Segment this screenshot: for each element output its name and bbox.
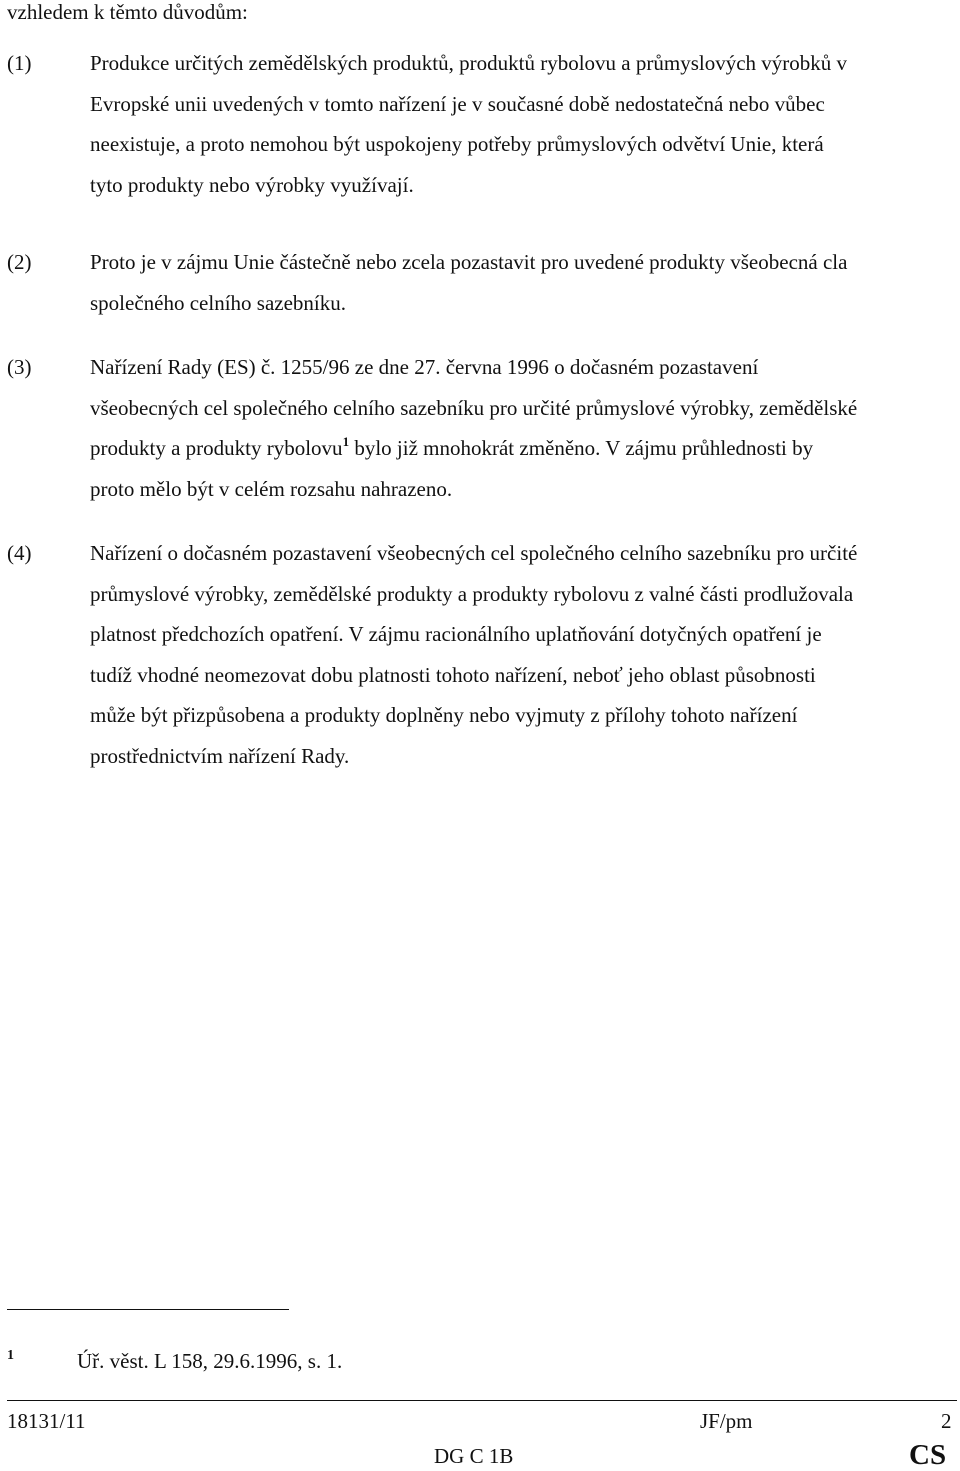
recital-line: všeobecných cel společného celního sazebníku pro určité průmyslové výrobky, zemědělské <box>90 395 858 420</box>
recital-text <box>90 533 957 777</box>
recital-text <box>90 242 957 323</box>
recital-line-part: produkty a produkty rybolovu <box>90 436 343 461</box>
recital-line: průmyslové výrobky, zemědělské produkty a produkty rybolovu z valné části prodlužovala <box>90 581 854 606</box>
recital-line: proto mělo být v celém rozsahu nahrazeno. <box>90 476 453 501</box>
recital-2 <box>7 242 957 323</box>
recital-number: (2) <box>7 250 32 274</box>
footer-page-number: 2 <box>941 1409 952 1433</box>
recital-line: Evropské unii uvedených v tomto nařízení je v současné době nedostatečná nebo vůbec <box>90 91 825 116</box>
recital-line: tudíž vhodné neomezovat dobu platnosti tohoto nařízení, neboť jeho oblast působnosti <box>90 662 816 687</box>
recital-number: (4) <box>7 541 32 565</box>
footer-separator <box>7 1400 957 1401</box>
recital-line: prostřednictvím nařízení Rady. <box>90 743 350 768</box>
recital-text <box>90 347 957 509</box>
recital-line: Proto je v zájmu Unie částečně nebo zcela pozastavit pro uvedené produkty všeobecná cla <box>90 250 848 274</box>
recital-number: (3) <box>7 355 32 379</box>
recital-line: Nařízení o dočasném pozastavení všeobecných cel společného celního sazebníku pro určité <box>90 541 858 565</box>
recital-line: Produkce určitých zemědělských produktů, produktů rybolovu a průmyslových výrobků v <box>90 51 848 75</box>
recital-1 <box>7 43 957 205</box>
footnote-separator <box>7 1309 289 1310</box>
recital-line: Nařízení Rady (ES) č. 1255/96 ze dne 27. června 1996 o dočasném pozastavení <box>90 355 759 379</box>
footnote-mark: 1 <box>7 1348 14 1363</box>
recital-line-part: bylo již mnohokrát změněno. V zájmu průhlednosti by <box>349 436 814 461</box>
recital-line: tyto produkty nebo výrobky využívají. <box>90 172 414 197</box>
recital-line: společného celního sazebníku. <box>90 290 346 315</box>
recital-4 <box>7 533 957 777</box>
recital-text <box>90 43 957 205</box>
intro-heading: vzhledem k těmto důvodům: <box>7 0 248 24</box>
footer-initials: JF/pm <box>700 1409 753 1433</box>
recital-line: může být přizpůsobena a produkty doplněny nebo vyjmuty z přílohy tohoto nařízení <box>90 703 798 728</box>
recital-line: neexistuje, a proto nemohou být uspokojeny potřeby průmyslových odvětví Unie, která <box>90 132 824 157</box>
recital-number: (1) <box>7 51 32 75</box>
footer-document-reference: 18131/11 <box>7 1409 86 1433</box>
recital-3 <box>7 347 957 509</box>
footnote-text: Úř. věst. L 158, 29.6.1996, s. 1. <box>77 1349 343 1373</box>
footer-language-code: CS <box>909 1439 947 1471</box>
recital-line-with-footnote <box>90 428 957 469</box>
footnote-reference[interactable]: 1 <box>342 434 350 450</box>
recital-line: platnost předchozích opatření. V zájmu racionálního uplatňování dotyčných opatření je <box>90 622 822 647</box>
footer-directorate: DG C 1B <box>434 1444 514 1468</box>
